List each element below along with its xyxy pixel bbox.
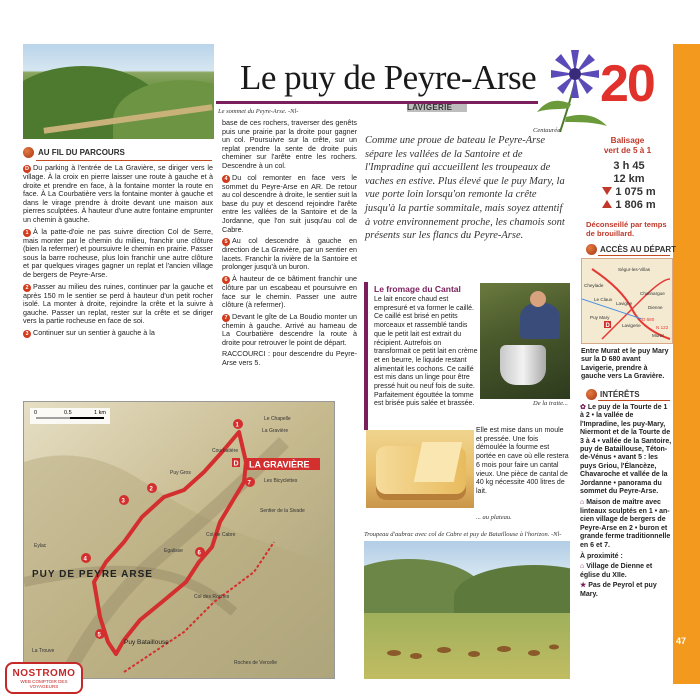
acces-place: Murat — [652, 333, 664, 338]
acces-place: Cheylade — [584, 283, 604, 288]
flower-bullet-icon: ✿ — [580, 404, 586, 411]
ascent-icon — [602, 200, 612, 208]
cantal-box-bar — [364, 282, 368, 430]
parcours-heading-rule — [36, 160, 212, 161]
acces-place: Lavigne — [616, 301, 633, 306]
map-place: Eylac — [34, 543, 47, 549]
step-3-cont: base de ces rochers, traverser des genêts puis une prairie par la droite pour gagner un col. Poursuivre sur la crête, sur un replat prendre la sente de droite puis cheminer sur l'arête entre les rochers. Descendre à un col. — [222, 118, 357, 170]
map-label-peyre: PUY DE PEYRE ARSE — [32, 569, 153, 580]
acces-place: D 680 — [642, 317, 655, 322]
herd-photo-caption: Troupeau d'aubrac avec col de Cabre et puy de Bataillouse à l'horizon. -Nl- — [364, 531, 562, 538]
nostromo-logo: NOSTROMO WEB COMPTOIR DES VOYAGEURS — [5, 662, 83, 694]
svg-text:D: D — [605, 323, 610, 329]
acces-heading: ACCÈS AU DÉPART — [586, 244, 676, 255]
parcours-column-1 — [23, 164, 213, 341]
cheese-photo — [366, 430, 474, 508]
step-7: 7 Devant le gîte de La Boudio monter un chemin à gauche. Arrivé au hameau de La Courbatière descendre la route à droite pour retrouver le point de départ. — [222, 311, 357, 347]
map-place: Courbatière — [212, 448, 239, 454]
svg-text:4: 4 — [83, 556, 87, 563]
parcours-heading — [23, 147, 125, 158]
map-place: Puy Gros — [170, 470, 191, 476]
map-place: Roches de Vercelle — [234, 660, 278, 666]
house-bullet-icon: ⌂ — [580, 499, 585, 507]
step-3-start: 3 Continuer sur un sentier à gauche à la — [23, 329, 213, 338]
step-marker: D — [23, 165, 31, 173]
acces-place: N 122 — [656, 325, 669, 330]
map-place: La Trouve — [32, 648, 55, 654]
route-stats — [588, 160, 670, 212]
star-bullet-icon: ★ — [580, 582, 587, 590]
svg-text:D: D — [233, 460, 239, 468]
parcours-column-2 — [222, 119, 357, 371]
acces-place: Puy Mary — [590, 315, 610, 320]
access-map — [581, 258, 673, 344]
interets-heading: INTÉRÊTS — [586, 389, 640, 400]
map-place: Col de Cabre — [206, 532, 236, 538]
parcours-heading-text: AU FIL DU PARCOURS — [38, 148, 125, 157]
descent-icon — [602, 187, 612, 195]
summit-photo-caption: Le sommet du Peyre-Arse. -Nl- — [218, 108, 299, 115]
bullet-icon — [586, 389, 597, 400]
map-place: Egalisse — [164, 548, 183, 554]
cantal-text: Le lait encore chaud est empresuré et va former le caillé. Ce caillé est brisé en petits morceaux et rassemblé tandis que le petit lait est extrait du récipient. Autrefois on transformait ce petit lait en crème et en beurre, le liquide restant alimentait les cochons. Ce caillé est mis dans un linge pour être pressé huit ou neuf fois de suite. Parfaitement égouttée la tomme est brisée puis salée et brassée. — [374, 296, 478, 408]
page-title: Le puy de Peyre-Arse — [240, 58, 537, 97]
svg-text:1: 1 — [235, 422, 239, 429]
distance: 12 km — [613, 173, 645, 185]
cheese-photo-caption: ... au plateau. — [476, 514, 512, 521]
acces-text: Entre Murat et le puy Mary sur la D 680 avant Lavigerie, prendre à gauche vers La Gravière. — [581, 348, 669, 380]
step-1: 1 À la patte-d'oie ne pas suivre direction Col de Serre, mais monter par le chemin du milieu, franchir une clôture (bien la refermer) et poursuivre le chemin en prairie. Passer sous la barre rocheuse, plus loin franchir une autre clôture et par quelques virages gagner un replat et l'ancien village de bergers de Peyre-Arse. — [23, 226, 213, 279]
svg-text:2: 2 — [149, 486, 153, 493]
step-5: 5 Au col descendre à gauche en direction de La Gravière, par un sentier en lacets. Franchir la rivière de la Santoire et prolonger jusqu'à un buron. — [222, 236, 357, 272]
page-number: 47 — [676, 636, 687, 646]
map-place: Col des Roches — [194, 594, 230, 600]
bullet-icon — [586, 244, 597, 255]
scale-0: 0 — [34, 410, 38, 416]
acces-heading-rule — [598, 255, 670, 256]
descent-stat: 1 075 m — [588, 186, 670, 199]
milking-photo — [480, 283, 570, 399]
map-place: Le Chapelle — [264, 416, 291, 422]
place-tag: LAVIGERIE — [407, 103, 453, 112]
route-map — [23, 401, 335, 679]
map-label-gravire: LA GRAVIÈRE — [249, 459, 310, 470]
acces-place: Le Claux — [594, 297, 613, 302]
cattle-icon — [364, 541, 570, 679]
duration: 3 h 45 — [613, 160, 645, 172]
step-2: 2 Passer au milieu des ruines, continuer par la gauche et après 150 m le sentier se perd à hauteur d'un petit rocher isolé. La monter à droite, rejoindre la crête et la suivre à gauche. Passer un replat, rester sur la crête et se diriger vers la partie rocheuse en face de soi. — [23, 281, 213, 326]
title-underline — [216, 101, 538, 104]
acces-place: Dienne — [648, 305, 663, 310]
svg-text:3: 3 — [121, 498, 125, 505]
fog-warning: Déconseillé par temps de brouillard. — [586, 220, 667, 238]
cantal-text-continued: Elle est mise dans un moule et pressée. Une fois démoulée la fourme est portée en cave où elle restera 6 mois pour faire un cantal vieux. Une pièce de cantal de 40 kg nécessite 400 litres de lait. — [476, 427, 569, 495]
parcours-intro: D Du parking à l'entrée de La Gravière, se diriger vers le village. À la croix en pierre laisser une route à gauche et à droite et prendre en face, à la fontaine monter la route en face. À La Courbatière vers la fontaine monter à gauche et dans le virage prendre à droite devant une maison aux pierres sculptées. À hauteur d'une autre fontaine emprunter un chemin à gauche. — [23, 163, 213, 224]
proximite-label: À proximité : — [580, 552, 623, 560]
intro-text: Comme une proue de bateau le Peyre-Arse sépare les vallées de la Santoire et de l'Impradine qui accueillent les troupeaux de vaches en estive. Plus élevé que le puy Mary, la vue porte loin lorsqu'on remonte la crête jusqu'à la partie sommitale, mais soyez attentif à votre environnement proche, les chamois sont présents sur les flancs du Peyre-Arse. — [365, 135, 565, 242]
scale-end: 1 km — [94, 410, 106, 416]
village-bullet-icon: ⌂ — [580, 563, 585, 571]
herd-photo — [364, 541, 570, 679]
svg-text:5: 5 — [97, 632, 101, 639]
route-number: 20 — [600, 55, 654, 113]
acces-place: Ségur-les-Villas — [618, 267, 651, 272]
milking-photo-caption: De la traite... — [533, 400, 568, 407]
acces-place: Lavigerie — [622, 323, 641, 328]
raccourci: RACCOURCI : pour descendre du Peyre-Arse vers 5. — [222, 349, 357, 368]
map-place: La Gravière — [262, 428, 289, 434]
summit-photo — [23, 44, 214, 139]
bullet-icon — [23, 147, 34, 158]
svg-text:6: 6 — [197, 550, 201, 557]
svg-text:7: 7 — [247, 480, 251, 487]
step-6: 6 À hauteur de ce bâtiment franchir une clôture par un escabeau et poursuivre en face sur le chemin. Passer une autre clôture (à refermer). — [222, 273, 357, 310]
balisage-info: Balisage vert de 5 à 1 — [603, 136, 652, 155]
flower-caption: Centaurée. — [533, 127, 562, 134]
map-label-bataillouse: Puy Bataillouse — [124, 639, 169, 646]
map-place: Les Bicyclettes — [264, 478, 298, 484]
cantal-title: Le fromage du Cantal — [374, 284, 461, 294]
step-4: 4 Du col remonter en face vers le sommet du Peyre-Arse en AR. De retour au col descendre à droite, le sentier suit la base du puy et descend rejoindre l'arête entre les vallées de la Santoire et de la Jordanne, que l'on suit jusqu'au col de Cabre. — [222, 172, 357, 234]
map-place: Sentier de la Sivade — [260, 508, 305, 514]
interets-heading-rule — [598, 400, 670, 401]
scale-mid: 0.5 — [64, 410, 72, 416]
side-tab — [673, 44, 700, 684]
interets-text: ✿ Le puy de la Tourte de 1 à 2 • la vallée de l'Impradine, les puy-Mary, Niermont et de la Tourte de 3 à 4 • vallée de la Santoire, puy de Bataillouse, Téton-de-Vénus • avant 5 : les puys Griou, l'Élancèze, Chavaroche et vallée de la Jordanne • panorama du sommet du Peyre-Arse. ⌂ Maison de maître avec linteaux sculptés en 1 • an-cien village de bergers de Peyre-Arse en 2 • buron et grande ferme traditionnelle en 6 et 7. À proximité : ⌂ Village de Dienne et église du XIIe. ★ Pas de Peyrol et puy Mary. — [580, 404, 672, 598]
ascent-stat: 1 806 m — [588, 199, 670, 212]
acces-place: Chalinargue — [640, 291, 665, 296]
